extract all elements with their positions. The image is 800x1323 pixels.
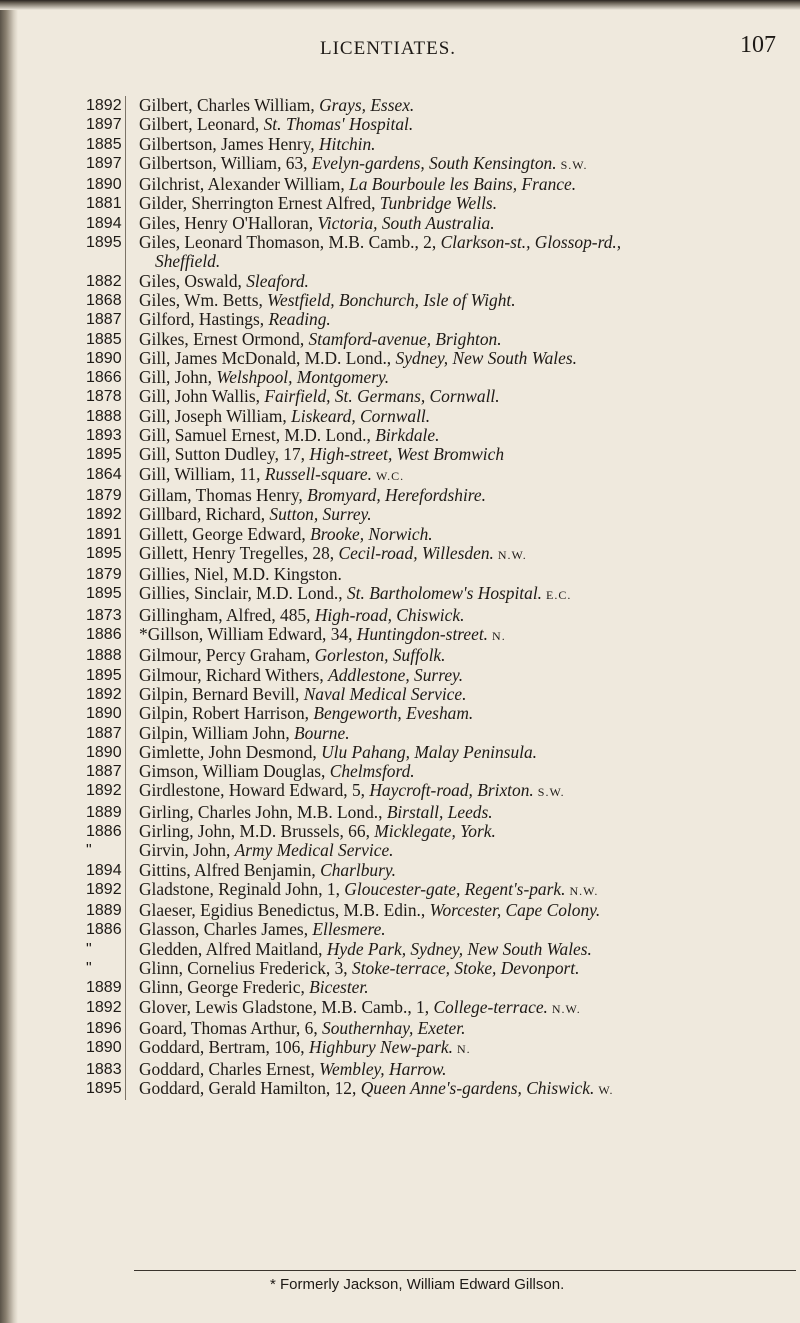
entry-name: Gladstone, Reginald John, 1, (139, 878, 345, 899)
entry-year: 1892 (86, 998, 122, 1016)
list-item (86, 310, 796, 329)
entry-year: 1886 (86, 822, 122, 840)
entry-year: 1878 (86, 388, 122, 406)
entry-year: 1885 (86, 135, 122, 153)
entry-year: 1894 (86, 214, 122, 232)
entry-name: Glasson, Charles James, (139, 919, 313, 940)
entry-location: St. Thomas' Hospital. (263, 114, 414, 135)
entry-year: 1895 (86, 446, 122, 464)
list-item (86, 525, 796, 544)
list-item (86, 486, 796, 505)
entry-name: Gillett, Henry Tregelles, 28, (139, 542, 339, 563)
entry-text (125, 920, 796, 939)
entry-text (125, 959, 796, 978)
list-item (86, 901, 796, 920)
entry-text (125, 762, 796, 781)
entry-year: 1890 (86, 705, 122, 723)
entry-year: 1873 (86, 606, 122, 624)
list-item (86, 115, 796, 134)
list-item (86, 445, 796, 464)
entry-year: 1895 (86, 585, 122, 603)
entry-name: Gilbertson, James Henry, (139, 133, 319, 154)
entry-text (125, 349, 796, 368)
entry-name: Gill, Sutton Dudley, 17, (139, 444, 310, 465)
entry-text (125, 445, 796, 464)
list-item (86, 646, 796, 665)
entry-year: 1866 (86, 369, 122, 387)
entry-text (125, 685, 796, 704)
list-item (86, 544, 796, 565)
entry-text (125, 194, 796, 213)
entry-name: Giles, Wm. Betts, (139, 289, 268, 310)
entry-text (125, 998, 796, 1019)
entry-location: Fairfield, St. Germans, Cornwall. (264, 386, 500, 407)
entry-location: Huntingdon-street. (356, 624, 489, 645)
entry-postal-district: N. (492, 629, 506, 644)
page-header (0, 28, 800, 68)
entry-text (125, 841, 796, 860)
page-number: 107 (740, 32, 776, 58)
entry-location: Evelyn-gardens, South Kensington. (311, 152, 557, 173)
entry-name: Gimlette, John Desmond, (139, 741, 322, 762)
entry-location: Liskeard, Cornwall. (291, 405, 431, 426)
entry-year: 1892 (86, 97, 122, 114)
entry-year: 1886 (86, 921, 122, 939)
entry-year: " (86, 960, 92, 978)
entry-year: 1886 (86, 626, 122, 644)
entry-text (125, 387, 796, 406)
list-item (86, 704, 796, 723)
entry-location: Bicester. (309, 977, 369, 998)
entry-year: 1864 (86, 465, 122, 483)
list-item (86, 880, 796, 901)
entry-year: 1897 (86, 154, 122, 172)
entry-name: Goddard, Gerald Hamilton, 12, (139, 1077, 361, 1098)
list-item (86, 135, 796, 154)
licentiates-list (86, 96, 796, 1100)
page-top-edge (0, 0, 800, 10)
entry-name: Gillett, George Edward, (139, 523, 311, 544)
list-item (86, 625, 796, 646)
entry-location: Queen Anne's-gardens, Chiswick. (360, 1077, 595, 1098)
entry-name: Gill, William, 11, (139, 463, 265, 484)
entry-name: Gilpin, Robert Harrison, (139, 703, 314, 724)
entry-name: Giles, Leonard Thomason, M.B. Camb., 2, (139, 232, 441, 253)
entry-location: Gloucester-gate, Regent's-park. (344, 878, 566, 899)
list-item (86, 724, 796, 743)
entry-location: Ulu Pahang, Malay Peninsula. (321, 741, 538, 762)
entry-text (125, 1079, 796, 1100)
entry-year: 1879 (86, 486, 122, 504)
entry-name: Girdlestone, Howard Edward, 5, (139, 780, 370, 801)
entry-text (125, 272, 796, 291)
entry-year: 1888 (86, 407, 122, 425)
list-item (86, 584, 796, 605)
entry-location: Stamford-avenue, Brighton. (308, 328, 502, 349)
entry-location: St. Bartholomew's Hospital. (346, 583, 543, 604)
entry-name: Goddard, Bertram, 106, (139, 1037, 310, 1058)
entry-name: Goard, Thomas Arthur, 6, (139, 1017, 323, 1038)
entry-name: Gilmour, Percy Graham, (139, 645, 315, 666)
entry-text (125, 803, 796, 822)
entry-postal-district: W. (598, 1082, 614, 1097)
entry-text (125, 901, 796, 920)
entry-location: Birkdale. (375, 425, 440, 446)
entry-text (125, 368, 796, 387)
entry-name: Gilpin, Bernard Bevill, (139, 683, 304, 704)
entry-location: Hyde Park, Sydney, New South Wales. (326, 938, 592, 959)
list-item (86, 505, 796, 524)
entry-name: Girvin, John, (139, 840, 235, 861)
footnote-rule (134, 1270, 796, 1271)
entry-name: Giles, Henry O'Halloran, (139, 212, 318, 233)
list-item (86, 154, 796, 175)
entry-text (125, 781, 796, 802)
entry-text (125, 978, 796, 997)
entry-text (125, 233, 796, 272)
entry-text (125, 606, 796, 625)
running-title: LICENTIATES. (320, 38, 457, 59)
entry-text (125, 822, 796, 841)
list-item (86, 407, 796, 426)
entry-postal-district: N.W. (551, 1001, 581, 1016)
entry-text (125, 724, 796, 743)
entry-location: Grays, Essex. (319, 95, 415, 115)
entry-year: 1888 (86, 647, 122, 665)
entry-location: Clarkson-st., Glossop-rd., (440, 232, 622, 253)
list-item (86, 194, 796, 213)
list-item (86, 803, 796, 822)
list-item (86, 666, 796, 685)
list-item (86, 387, 796, 406)
entry-year: " (86, 842, 92, 860)
entry-year: 1887 (86, 763, 122, 781)
entry-name: Gilkes, Ernest Ormond, (139, 328, 309, 349)
entry-year: 1890 (86, 176, 122, 194)
entry-name: Gilpin, William John, (139, 722, 295, 743)
entry-year: 1883 (86, 1060, 122, 1078)
entry-location: High-road, Chiswick. (314, 604, 465, 625)
list-item (86, 214, 796, 233)
entry-name: Gill, James McDonald, M.D. Lond., (139, 347, 396, 368)
entry-location: La Bourboule les Bains, France. (349, 174, 577, 195)
entry-text (125, 940, 796, 959)
entry-location: College-terrace. (433, 996, 548, 1017)
entry-name: Gilmour, Richard Withers, (139, 664, 329, 685)
list-item (86, 368, 796, 387)
entry-name: Gill, John, (139, 367, 217, 388)
list-item (86, 272, 796, 291)
list-item (86, 959, 796, 978)
entry-text (125, 175, 796, 194)
entry-name: Giles, Oswald, (139, 270, 247, 291)
entry-postal-district: N.W. (569, 883, 599, 898)
entry-text (125, 666, 796, 685)
entry-location: Ellesmere. (312, 919, 386, 940)
entry-postal-district: W.C. (375, 468, 405, 483)
entry-year: 1889 (86, 803, 122, 821)
entry-location: Cecil-road, Willesden. (338, 542, 494, 563)
entry-location: Tunbridge Wells. (379, 193, 498, 214)
entry-location: Sutton, Surrey. (269, 504, 372, 525)
entry-text (125, 214, 796, 233)
entry-text (125, 465, 796, 486)
entry-postal-district: N. (456, 1042, 471, 1057)
entry-name: Gilbert, Charles William, (139, 95, 320, 115)
entry-location: Reading. (268, 309, 331, 330)
entry-location: Brooke, Norwich. (310, 523, 433, 544)
entry-year: 1895 (86, 234, 122, 252)
list-item (86, 841, 796, 860)
list-item (86, 940, 796, 959)
entry-text (125, 505, 796, 524)
entry-location-continued: Sheffield. (155, 251, 221, 272)
entry-name: Gillies, Sinclair, M.D. Lond., (139, 583, 347, 604)
list-item (86, 465, 796, 486)
entry-text (125, 544, 796, 565)
entry-text (125, 880, 796, 901)
entry-name: Gilford, Hastings, (139, 309, 269, 330)
entry-name: Gill, John Wallis, (139, 386, 265, 407)
entry-location: Sleaford. (246, 270, 309, 291)
entry-text (125, 625, 796, 646)
entry-name: Gilder, Sherrington Ernest Alfred, (139, 193, 380, 214)
entry-location: Army Medical Service. (234, 840, 394, 861)
entry-year: 1890 (86, 743, 122, 761)
entry-text (125, 426, 796, 445)
entry-location: Worcester, Cape Colony. (429, 900, 601, 921)
entry-name: Gittins, Alfred Benjamin, (139, 859, 321, 880)
entry-text (125, 154, 796, 175)
entry-location: Wembley, Harrow. (319, 1058, 447, 1079)
entry-year: 1897 (86, 116, 122, 134)
entry-name: Gill, Samuel Ernest, M.D. Lond., (139, 425, 376, 446)
entry-name: Gledden, Alfred Maitland, (139, 938, 327, 959)
entry-name: Glaeser, Egidius Benedictus, M.B. Edin., (139, 900, 430, 921)
list-item (86, 1079, 796, 1100)
list-item (86, 291, 796, 310)
entry-postal-district: S.W. (537, 785, 565, 800)
entry-text (125, 525, 796, 544)
entry-year: 1889 (86, 902, 122, 920)
entry-text (125, 115, 796, 134)
entry-name: Gillies, Niel, M.D. Kingston. (139, 564, 342, 585)
entry-name: Gilchrist, Alexander William, (139, 174, 350, 195)
entry-name: Gimson, William Douglas, (139, 761, 330, 782)
entry-location: Naval Medical Service. (303, 683, 467, 704)
entry-location: Bromyard, Herefordshire. (307, 484, 486, 505)
entry-year: 1894 (86, 861, 122, 879)
entry-year: 1893 (86, 427, 122, 445)
entry-year: 1881 (86, 195, 122, 213)
entry-location: Welshpool, Montgomery. (216, 367, 390, 388)
entry-postal-district: S.W. (560, 157, 588, 172)
entry-year: 1895 (86, 666, 122, 684)
entry-text (125, 565, 796, 584)
entry-year: 1889 (86, 979, 122, 997)
entry-text (125, 486, 796, 505)
entry-location: Haycroft-road, Brixton. (369, 780, 534, 801)
entry-name: Glinn, George Frederic, (139, 977, 310, 998)
entry-text (125, 743, 796, 762)
list-item (86, 565, 796, 584)
entry-year: 1892 (86, 880, 122, 898)
list-item (86, 606, 796, 625)
page-binding-shadow (0, 0, 18, 1323)
list-item (86, 861, 796, 880)
entry-text (125, 1019, 796, 1038)
entry-name: Gillingham, Alfred, 485, (139, 604, 315, 625)
entry-location: Stoke-terrace, Stoke, Devonport. (352, 958, 580, 979)
entry-name: Gillbard, Richard, (139, 504, 270, 525)
list-item (86, 1019, 796, 1038)
entry-text (125, 407, 796, 426)
entry-location: Bengeworth, Evesham. (313, 703, 474, 724)
entry-year: 1892 (86, 782, 122, 800)
entry-text (125, 310, 796, 329)
entry-name: Gilbertson, William, 63, (139, 152, 312, 173)
list-item (86, 822, 796, 841)
entry-text (125, 646, 796, 665)
list-item (86, 330, 796, 349)
entry-name: Glinn, Cornelius Frederick, 3, (139, 958, 353, 979)
entry-location: Charlbury. (320, 859, 396, 880)
list-item (86, 998, 796, 1019)
entry-text (125, 1038, 796, 1059)
entry-name: Girling, Charles John, M.B. Lond., (139, 801, 387, 822)
entry-year: 1882 (86, 272, 122, 290)
entry-name: *Gillson, William Edward, 34, (139, 624, 357, 645)
list-item (86, 233, 796, 272)
list-item (86, 762, 796, 781)
entry-location: Addlestone, Surrey. (328, 664, 464, 685)
list-item (86, 349, 796, 368)
entry-location: Sydney, New South Wales. (395, 347, 577, 368)
entry-location: Gorleston, Suffolk. (314, 645, 446, 666)
entry-text (125, 330, 796, 349)
entry-name: Gilbert, Leonard, (139, 114, 264, 135)
entry-text (125, 135, 796, 154)
entry-text (125, 1060, 796, 1079)
entry-postal-district: E.C. (546, 588, 572, 603)
entry-location: Chelmsford. (329, 761, 415, 782)
entry-year: 1895 (86, 544, 122, 562)
list-item (86, 426, 796, 445)
entry-location: High-street, West Bromwich (309, 444, 505, 465)
list-item (86, 1060, 796, 1079)
entry-location: Micklegate, York. (374, 820, 496, 841)
entry-name: Gillam, Thomas Henry, (139, 484, 308, 505)
list-item (86, 175, 796, 194)
entry-year: 1879 (86, 566, 122, 584)
entry-text (125, 584, 796, 605)
entry-year: " (86, 940, 92, 958)
entry-year: 1891 (86, 525, 122, 543)
list-item (86, 978, 796, 997)
entry-name: Glover, Lewis Gladstone, M.B. Camb., 1, (139, 996, 434, 1017)
entry-location: Hitchin. (319, 133, 376, 154)
entry-text (125, 291, 796, 310)
entry-text (125, 704, 796, 723)
entry-year: 1892 (86, 506, 122, 524)
entry-location: Southernhay, Exeter. (322, 1017, 466, 1038)
list-item (86, 1038, 796, 1059)
entry-year: 1895 (86, 1079, 122, 1097)
entry-text (125, 861, 796, 880)
entry-location: Westfield, Bonchurch, Isle of Wight. (267, 289, 516, 310)
entry-location: Russell-square. (264, 463, 372, 484)
entry-year: 1887 (86, 311, 122, 329)
footnote: * Formerly Jackson, William Edward Gillson. (270, 1276, 565, 1293)
entry-year: 1892 (86, 685, 122, 703)
entry-year: 1890 (86, 349, 122, 367)
entry-year: 1885 (86, 330, 122, 348)
list-item (86, 685, 796, 704)
entry-year: 1896 (86, 1019, 122, 1037)
entry-name: Gill, Joseph William, (139, 405, 292, 426)
entry-postal-district: N.W. (497, 547, 527, 562)
entry-location: Victoria, South Australia. (317, 212, 495, 233)
entry-name: Girling, John, M.D. Brussels, 66, (139, 820, 375, 841)
entry-year: 1868 (86, 291, 122, 309)
entry-text (125, 96, 796, 115)
entry-location: Birstall, Leeds. (386, 801, 493, 822)
list-item (86, 96, 796, 115)
entry-year: 1890 (86, 1039, 122, 1057)
entry-name: Goddard, Charles Ernest, (139, 1058, 320, 1079)
entry-year: 1887 (86, 724, 122, 742)
list-item (86, 920, 796, 939)
list-item (86, 743, 796, 762)
entry-location: Highbury New-park. (309, 1037, 453, 1058)
list-item (86, 781, 796, 802)
entry-location: Bourne. (294, 722, 350, 743)
